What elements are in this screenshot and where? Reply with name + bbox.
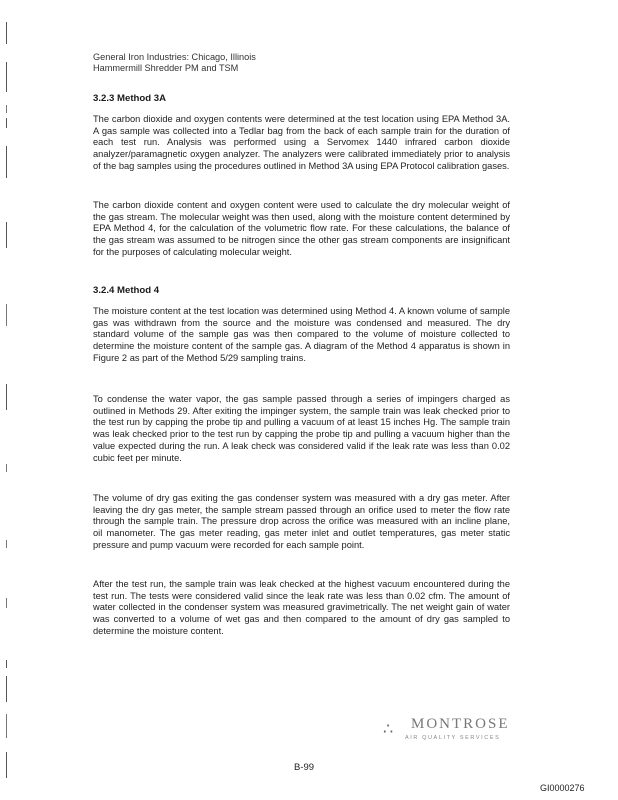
paragraph: To condense the water vapor, the gas sample passed through a series of impingers charged as outlined in Methods 29. After exiting the impinger system, the sample train was leak checked prior to the test run by capping the probe tip and pulling a vacuum of at least 15 inches Hg. The sample train was leak checked prior to the test run by capping the probe tip and pulling a vacuum higher than the value expected during the run. A leak check was considered valid if the leak rate was less than 0.02 cubic feet per minute.	[93, 394, 510, 463]
section-heading-method-4: 3.2.4 Method 4	[93, 285, 160, 296]
scan-edge-mark	[6, 105, 10, 113]
document-header	[93, 52, 256, 74]
paragraph: The carbon dioxide and oxygen contents were determined at the test location using EPA Method 3A. A gas sample was collected into a Tedlar bag from the back of each sample train for the duration of each test run. Analysis was performed using a Servomex 1440 infrared carbon dioxide analyzer/paramagnetic oxygen analyzer. The analyzers were calibrated immediately prior to analysis of the bag samples using the procedures outlined in Method 3A using EPA Protocol calibration gases.	[93, 114, 510, 171]
scan-edge-mark	[6, 660, 10, 668]
paragraph: The carbon dioxide content and oxygen content were used to calculate the dry molecular weight of the gas stream. The molecular weight was then used, along with the moisture content determined by EPA Method 4, for the calculation of the volumetric flow rate. For these calculations, the balance of the gas stream was assumed to be nitrogen since the other gas stream components are insignificant for the purposes of calculating molecular weight.	[93, 200, 510, 257]
scan-edge-mark	[6, 22, 10, 44]
scan-edge-mark	[6, 464, 10, 472]
scan-edge-mark	[6, 146, 10, 178]
paragraph: After the test run, the sample train was leak checked at the highest vacuum encountered during the test run. The tests were considered valid since the leak rate was less than 0.02 cfm. The amount of water collected in the condenser system was measured gravimetrically. The net weight gain of water was converted to a volume of wet gas and then compared to the amount of dry gas sampled to determine the moisture content.	[93, 579, 510, 636]
logo-name: MONTROSE	[411, 716, 510, 732]
bates-number: GI0000276	[540, 783, 585, 793]
scan-edge-mark	[6, 752, 10, 778]
scan-edge-mark	[6, 118, 10, 128]
paragraph: The volume of dry gas exiting the gas condenser system was measured with a dry gas meter. After leaving the dry gas meter, the sample stream passed through an orifice used to meter the flow rate through the sample train. The pressure drop across the orifice was measured with an incline plane, oil manometer. The gas meter reading, gas meter inlet and outlet temperatures, gas meter static pressure and pump vacuum were recorded for each sample point.	[93, 493, 510, 550]
scan-edge-mark	[6, 714, 10, 738]
header-project: Hammermill Shredder PM and TSM	[93, 63, 239, 73]
scan-edge-mark	[6, 222, 10, 248]
scan-edge-mark	[6, 598, 10, 608]
scan-edge-mark	[6, 62, 10, 92]
montrose-logo	[383, 716, 513, 746]
section-heading-method-3a: 3.2.3 Method 3A	[93, 93, 167, 104]
scan-edge-mark	[6, 676, 10, 702]
scan-edge-mark	[6, 304, 10, 326]
page-number: B-99	[294, 762, 315, 773]
logo-tagline: AIR QUALITY SERVICES	[405, 735, 501, 741]
paragraph: The moisture content at the test location was determined using Method 4. A known volume of sample gas was withdrawn from the source and the moisture was condensed and measured. The dry standard volume of the sample gas was then compared to the volume of moisture collected to determine the moisture content of the sample gas. A diagram of the Method 4 apparatus is shown in Figure 2 as part of the Method 5/29 sampling trains.	[93, 306, 510, 363]
scan-edge-mark	[6, 384, 10, 410]
logo-mark-icon: ∴	[383, 719, 394, 738]
header-company: General Iron Industries: Chicago, Illinois	[93, 52, 256, 62]
scan-edge-mark	[6, 540, 10, 548]
